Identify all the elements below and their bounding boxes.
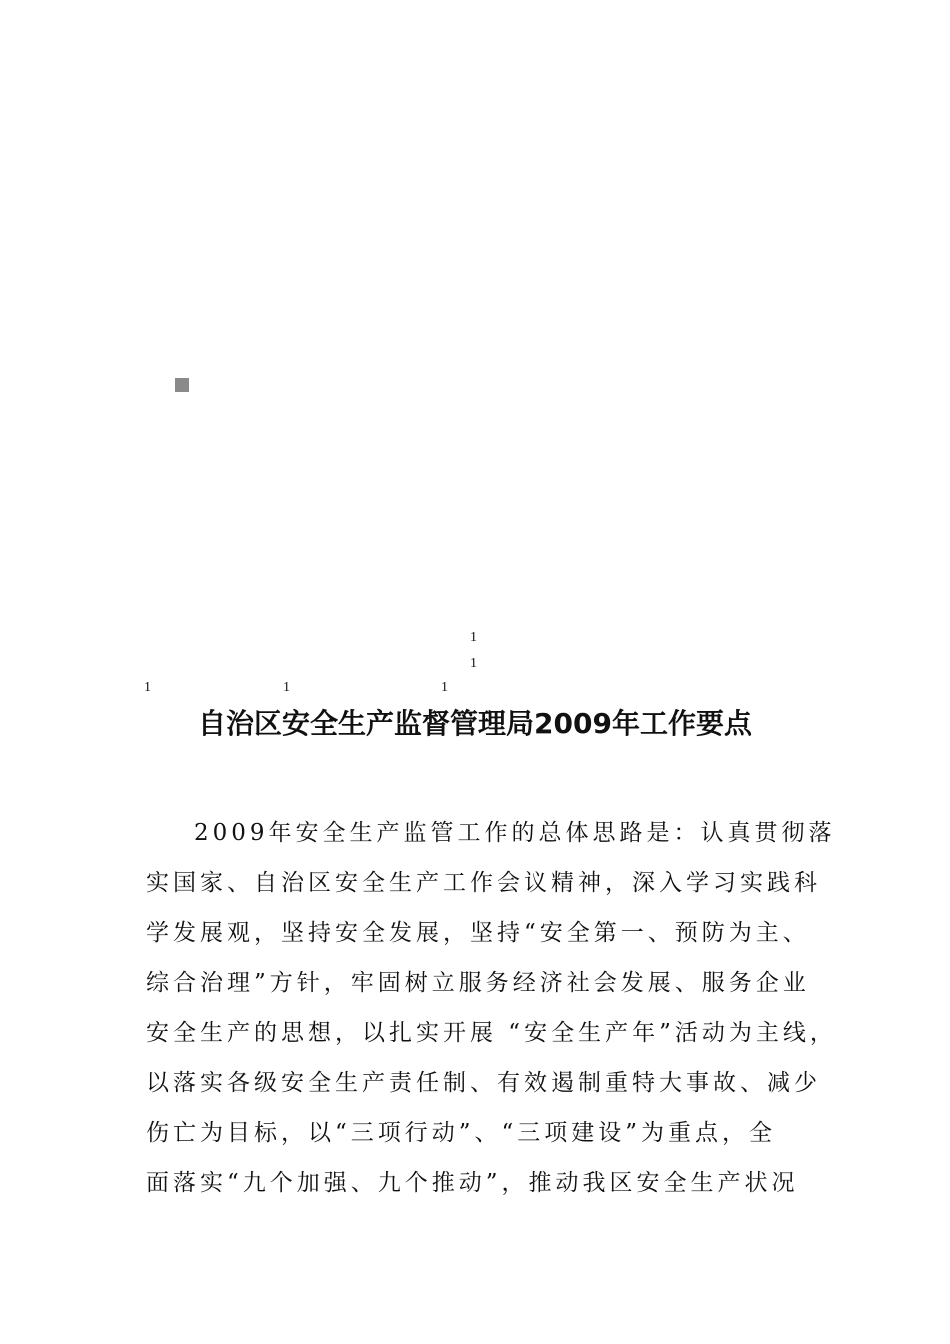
paragraph-line: 安全生产的思想，以扎实开展 “安全生产年”活动为主线， (146, 1020, 837, 1046)
page-marker: 1 (441, 680, 448, 695)
paragraph-line: 面落实“九个加强、九个推动”，推动我区安全生产状况 (146, 1170, 799, 1196)
page-marker: 1 (144, 680, 151, 695)
paragraph-line: 学发展观，坚持安全发展，坚持“安全第一、预防为主、 (146, 920, 810, 946)
paragraph-line: 实国家、自治区安全生产工作会议精神，深入学习实践科 (146, 870, 821, 896)
paragraph-line: 以落实各级安全生产责任制、有效遏制重特大事故、减少 (146, 1070, 821, 1096)
paragraph-line: 综合治理”方针，牢固树立服务经济社会发展、服务企业 (146, 970, 810, 996)
body-paragraph (146, 808, 837, 1208)
paragraph-line: 2009年安全生产监管工作的总体思路是：认真贯彻落 (194, 820, 836, 846)
paragraph-line: 伤亡为目标，以“三项行动”、“三项建设”为重点，全 (146, 1120, 777, 1146)
page-marker: 1 (283, 680, 290, 695)
page-marker: 1 (470, 656, 477, 671)
page-marker: 1 (470, 630, 477, 645)
square-bullet-icon (175, 378, 189, 392)
document-title: 自治区安全生产监督管理局2009年工作要点 (198, 707, 752, 740)
